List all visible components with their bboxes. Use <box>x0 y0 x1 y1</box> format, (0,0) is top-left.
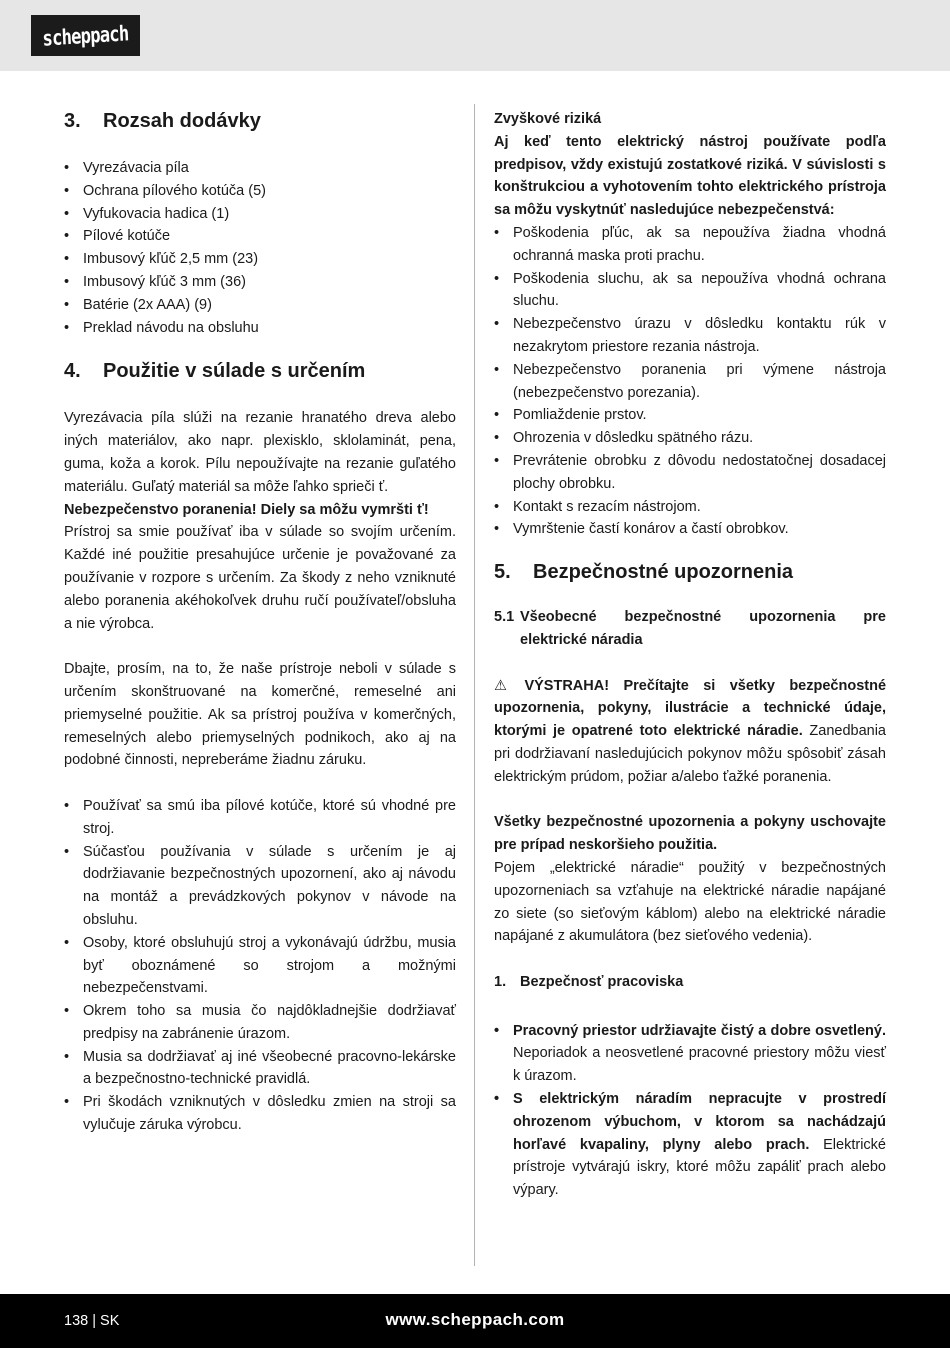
brand-logo <box>31 15 140 56</box>
website-link[interactable]: www.scheppach.com <box>385 1310 565 1329</box>
list-item: • Ohrozenia v dôsledku spätného rázu. <box>494 427 886 450</box>
section-4-heading <box>64 357 456 385</box>
list-item: • Batérie (2x AAA) (9) <box>64 294 456 317</box>
section-title: Použitie v súlade s určením <box>103 360 366 383</box>
item-text: Elektrické prístroje vytvárajú iskry, ktoré môžu zapáliť prach alebo výpary. <box>513 1136 886 1199</box>
list-item: • Kontakt s rezacím nástrojom. <box>494 496 886 519</box>
section-number: 1. <box>494 973 507 990</box>
list-item: • Pílové kotúče <box>64 225 456 248</box>
section-title-continued: elektrické náradia <box>520 631 643 648</box>
intended-use-list <box>64 795 456 1137</box>
list-item: • Poškodenia pľúc, ak sa nepoužíva žiadna vhodná ochranná maska proti prachu. <box>494 222 886 268</box>
section-number: 3. <box>64 110 81 132</box>
warning-bold-text: VÝSTRAHA! Prečítajte si všetky bezpečnostné upozornenia, pokyny, ilustrácie a technické údaje, ktorými je opatrené toto elektrické náradie. <box>494 677 887 740</box>
section-5-heading <box>494 558 886 586</box>
list-item: • Okrem toho sa musia čo najdôkladnejšie dodržiavať predpisy na zabránenie úrazom. <box>64 1000 456 1046</box>
list-item: • Preklad návodu na obsluhu <box>64 317 456 340</box>
left-column <box>64 104 456 1137</box>
injury-warning: Nebezpečenstvo poranenia! Diely sa môžu vymršti ť! <box>64 501 429 518</box>
right-column <box>494 104 886 1202</box>
residual-risks-title: Zvyškové riziká <box>494 111 602 127</box>
section-title: Rozsah dodávky <box>103 110 261 132</box>
list-item: • Vyrezávacia píla <box>64 157 456 180</box>
section-number: 4. <box>64 360 81 383</box>
power-tool-term-paragraph: Pojem „elektrické náradie“ použitý v bezpečnostných upozorneniach sa vzťahuje na elektrické náradie napájané zo siete (so sieťovým káblom) alebo na elektrické náradie napájané z akumulátora (bez sieťového vedenia). <box>494 859 886 945</box>
residual-risks-intro: Aj keď tento elektrický nástroj používate podľa predpisov, vždy existujú zostatkové riziká. V súvislosti s konštrukciou a vyhotovením tohto elektrického prístroja sa môžu vyskytnúť nasledujúce nebezpečenstvá: <box>494 133 886 219</box>
item-bold-text: S elektrickým náradím nepracujte v prostredí ohrozenom výbuchom, v ktorom sa nachádzajú horľavé kvapaliny, plyny alebo prach. <box>513 1091 886 1153</box>
list-item: • Súčasťou používania v súlade s určením je aj dodržiavanie bezpečnostných upozornení, ako aj návodu na montáž a prevádzkových pokynov v návode na obsluhu. <box>64 841 456 932</box>
list-item: • Musia sa dodržiavať aj iné všeobecné pracovno-lekárske a bezpečnostno-technické pravidlá. <box>64 1046 456 1092</box>
list-item: • Imbusový kľúč 3 mm (36) <box>64 271 456 294</box>
intended-use-paragraph: Prístroj sa smie používať iba v súlade so svojím určením. Každé iné použitie presahujúce určenie je považované za používanie v rozpore s určením. Za škody z neho vzniknuté alebo poranenia akéhokoľvek druhu ručí používateľ/obsluha a nie výrobca. <box>64 524 456 632</box>
list-item: • Nebezpečenstvo poranenia pri výmene nástroja (nebezpečenstvo porezania). <box>494 359 886 405</box>
warning-text: Zanedbania pri dodržiavaní nasledujúcich pokynov môžu spôsobiť zásah elektrickým prúdom, požiar a/alebo ťažké poranenia. <box>494 723 886 785</box>
list-item: • Nebezpečenstvo úrazu v dôsledku kontaktu rúk v nezakrytom priestore rezania nástroja. <box>494 313 886 359</box>
list-item: • Prevrátenie obrobku z dôvodu nedostatočnej dosadacej plochy obrobku. <box>494 450 886 496</box>
keep-instructions-note: Všetky bezpečnostné upozornenia a pokyny uschovajte pre prípad neskoršieho použitia. <box>494 814 886 854</box>
subsection-1-heading <box>494 971 886 994</box>
residual-risks-list <box>494 222 886 541</box>
list-item: • Imbusový kľúč 2,5 mm (23) <box>64 248 456 271</box>
brand-logo-text: scheppach <box>42 20 129 51</box>
column-divider <box>474 104 475 1266</box>
section-title: Všeobecné bezpečnostné upozornenia pre <box>520 609 886 626</box>
item-text: Neporiadok a neosvetlené pracovné priestory môžu viesť k úrazom. <box>513 1045 886 1085</box>
section-5-1-heading <box>494 606 886 652</box>
general-warning <box>494 675 886 789</box>
section-title: Bezpečnostné upozornenia <box>533 561 794 584</box>
page-number: 138 | SK <box>64 1313 120 1329</box>
section-number: 5. <box>494 561 511 584</box>
section-number: 5.1 <box>494 609 515 626</box>
list-item: • Vymrštenie častí konárov a častí obrobkov. <box>494 518 886 541</box>
page-header <box>0 0 950 71</box>
workplace-safety-list <box>494 1020 886 1202</box>
list-item: • Používať sa smú iba pílové kotúče, ktoré sú vhodné pre stroj. <box>64 795 456 841</box>
list-item <box>494 1020 886 1088</box>
section-title: Bezpečnosť pracoviska <box>520 973 684 990</box>
list-item: • Pri škodách vzniknutých v dôsledku zmien na stroji sa vylučuje záruka výrobcu. <box>64 1091 456 1137</box>
list-item: • Ochrana pílového kotúča (5) <box>64 180 456 203</box>
commercial-use-paragraph: Dbajte, prosím, na to, že naše prístroje neboli v súlade s určením skonštruované na komerčné, remeselné ani priemyselné použitie. Ak sa prístroj používa v komerčných, remeselných alebo priemyselných podnikoch, ako aj na podobné činnosti, nepreberáme žiadnu záruku. <box>64 661 456 769</box>
warning-triangle-icon: ⚠ <box>494 677 507 694</box>
list-item: • Osoby, ktoré obsluhujú stroj a vykonávajú údržbu, musia byť oboznámené so strojom a možnými nebezpečenstvami. <box>64 932 456 1000</box>
list-item: • Poškodenia sluchu, ak sa nepoužíva vhodná ochrana sluchu. <box>494 268 886 314</box>
list-item <box>494 1088 886 1202</box>
intended-use-paragraph: Vyrezávacia píla slúži na rezanie hranatého dreva alebo iných materiálov, ako napr. plexisklo, sklolaminát, pena, guma, koža a korok. Pílu nepoužívajte na rezanie guľatého materiálu. Guľatý materiál sa môže ľahko sprieči ť. <box>64 410 456 495</box>
page-footer <box>0 1294 950 1348</box>
delivery-list <box>64 157 456 339</box>
item-bold-text: Pracovný priestor udržiavajte čistý a dobre osvetlený. <box>513 1022 886 1039</box>
section-3-heading <box>64 107 456 135</box>
list-item: • Vyfukovacia hadica (1) <box>64 203 456 226</box>
list-item: • Pomliaždenie prstov. <box>494 404 886 427</box>
